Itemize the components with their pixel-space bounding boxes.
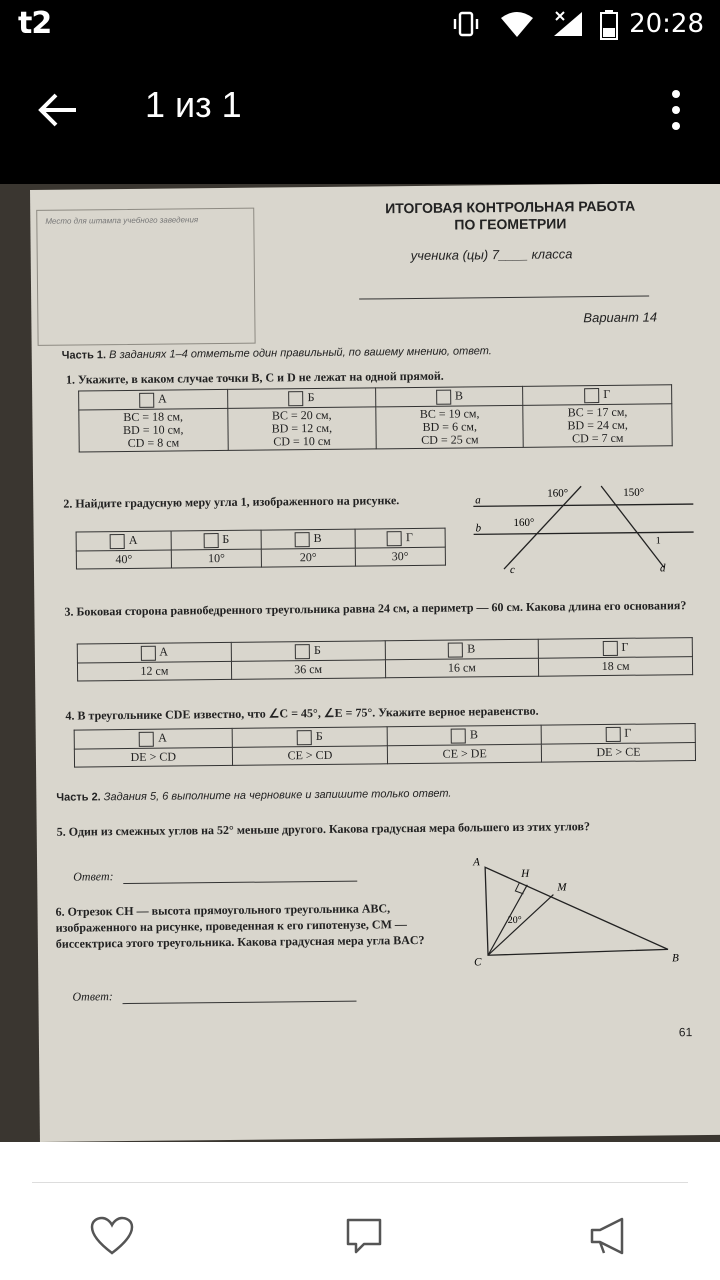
q1-values-c: BC = 19 см, BD = 6 см, CD = 25 см [376, 405, 524, 449]
vertex-b: B [672, 952, 679, 965]
q1-values-d: BC = 17 см, BD = 24 см, CD = 7 см [523, 404, 672, 448]
q6-triangle-figure [467, 853, 688, 969]
vibrate-icon [452, 10, 480, 38]
q2-option-a[interactable]: А [76, 531, 171, 551]
q4-value-c: CE > DE [388, 744, 542, 764]
q4-option-a[interactable]: А [74, 728, 232, 748]
wifi-icon [500, 10, 534, 38]
q4-option-d[interactable]: Г [541, 724, 695, 744]
question-6: 6. Отрезок CH — высота прямоугольного треугольника ABC, изображенного на рисунке, проведенная к его гипотенузе, CM — биссектриса этого треугольника. Какова градусная мера угла BAC? [55, 901, 425, 951]
point-h: H [521, 867, 530, 880]
q2-option-c[interactable]: В [261, 529, 354, 549]
question-2: 2. Найдите градусную меру угла 1, изображенного на рисунке. [63, 493, 400, 511]
part1-label: Часть 1. [61, 349, 107, 362]
clock: 20:28 [629, 9, 704, 39]
checkbox[interactable] [289, 391, 304, 406]
q6-answer-line[interactable] [123, 1001, 357, 1004]
line-b-label: b [475, 522, 482, 535]
line-a-label: a [475, 494, 481, 507]
title-line-1: ИТОГОВАЯ КОНТРОЛЬНАЯ РАБОТА [385, 197, 636, 217]
angle-1-mark: 1 [655, 535, 661, 547]
q2-value-c: 20° [262, 548, 355, 567]
question-4: 4. В треугольнике CDE известно, что ∠C = 45°, ∠E = 75°. Укажите верное неравенство. [65, 703, 539, 723]
q1-option-b[interactable]: Б [227, 388, 376, 408]
q6-answer-label: Ответ: [72, 989, 113, 1004]
angle-150: 150° [623, 486, 645, 499]
q4-value-b: CE > CD [232, 746, 388, 766]
back-arrow-icon[interactable] [36, 88, 80, 132]
worksheet-page [30, 184, 720, 1142]
heart-icon[interactable] [90, 1216, 134, 1256]
checkbox[interactable] [584, 388, 599, 403]
title-line-2: ПО ГЕОМЕТРИИ [454, 215, 567, 233]
line-c-label: c [509, 563, 515, 576]
q4-value-d: DE > CE [542, 742, 696, 762]
part2-heading [56, 788, 451, 804]
app-bar [0, 48, 720, 184]
q3-value-b: 36 см [231, 660, 385, 680]
checkbox[interactable] [436, 389, 451, 404]
vertex-a: A [473, 856, 480, 869]
page-counter-title: 1 из 1 [145, 84, 242, 125]
q3-option-b[interactable]: Б [231, 641, 385, 661]
part1-instruction: В заданиях 1–4 отметьте один правильный, по вашему мнению, ответ. [109, 345, 492, 362]
q5-answer-line[interactable] [123, 881, 357, 884]
angle-160-bottom: 160° [513, 516, 535, 529]
q1-values-b: BC = 20 см, BD = 12 см, CD = 10 см [227, 407, 376, 451]
q2-value-a: 40° [76, 550, 171, 569]
megaphone-icon[interactable] [588, 1216, 628, 1256]
vertex-c: C [474, 956, 482, 969]
q2-option-b[interactable]: Б [171, 530, 262, 550]
page-number: 61 [678, 1025, 693, 1040]
more-vert-icon[interactable] [664, 86, 688, 134]
q2-options-table [76, 528, 446, 570]
q1-option-d[interactable]: Г [523, 385, 672, 405]
name-underline [359, 296, 649, 300]
battery-icon [600, 10, 618, 40]
question-1: 1. Укажите, в каком случае точки B, C и D не лежат на одной прямой. [65, 368, 444, 387]
q4-value-a: DE > CD [74, 747, 232, 767]
status-bar [0, 0, 720, 48]
q4-options-table [74, 723, 696, 767]
q2-value-d: 30° [355, 547, 446, 566]
q1-option-c[interactable]: В [376, 386, 523, 406]
worksheet-title [360, 197, 660, 234]
bottom-action-bar [0, 1142, 720, 1280]
question-5: 5. Один из смежных углов на 52° меньше другого. Какова градусная мера большего из этих углов? [56, 819, 591, 839]
part1-heading [62, 345, 492, 362]
line-d-label: d [659, 562, 666, 575]
q4-option-c[interactable]: В [388, 725, 542, 745]
angle-20: 20° [507, 914, 522, 927]
q1-options-table [78, 384, 673, 452]
q3-value-a: 12 см [77, 661, 231, 681]
q1-option-a[interactable]: А [79, 389, 228, 409]
student-class-line: ученика (цы) 7____ класса [410, 246, 573, 264]
angle-160-top: 160° [547, 487, 569, 500]
q4-option-b[interactable]: Б [232, 727, 388, 747]
q3-option-a[interactable]: А [77, 642, 231, 662]
q3-value-d: 18 см [539, 656, 693, 676]
q5-answer-label: Ответ: [73, 869, 114, 884]
part2-instruction: Задания 5, 6 выполните на черновике и запишите только ответ. [103, 787, 452, 804]
q3-option-d[interactable]: Г [538, 638, 692, 658]
q3-option-c[interactable]: В [385, 639, 539, 659]
q1-values-a: BC = 18 см, BD = 10 см, CD = 8 см [79, 408, 228, 452]
comment-icon[interactable] [344, 1216, 384, 1256]
q2-option-d[interactable]: Г [355, 528, 446, 548]
q3-value-c: 16 см [385, 658, 539, 678]
document-photo[interactable] [0, 184, 720, 1142]
q2-parallel-lines-figure [463, 483, 694, 575]
divider [32, 1182, 688, 1183]
question-3: 3. Боковая сторона равнобедренного треугольника равна 24 см, а периметр — 60 см. Какова длина его основания? [64, 598, 687, 619]
q2-value-b: 10° [171, 549, 262, 568]
checkbox[interactable] [139, 392, 154, 407]
point-m: M [557, 881, 567, 894]
variant-label: Вариант 14 [583, 309, 658, 326]
q3-options-table [77, 637, 693, 681]
carrier-label: t2 [18, 6, 52, 41]
part2-label: Часть 2. [56, 791, 101, 804]
signal-icon [552, 10, 586, 38]
school-stamp-box: Место для штампа учебного заведения [36, 208, 255, 346]
